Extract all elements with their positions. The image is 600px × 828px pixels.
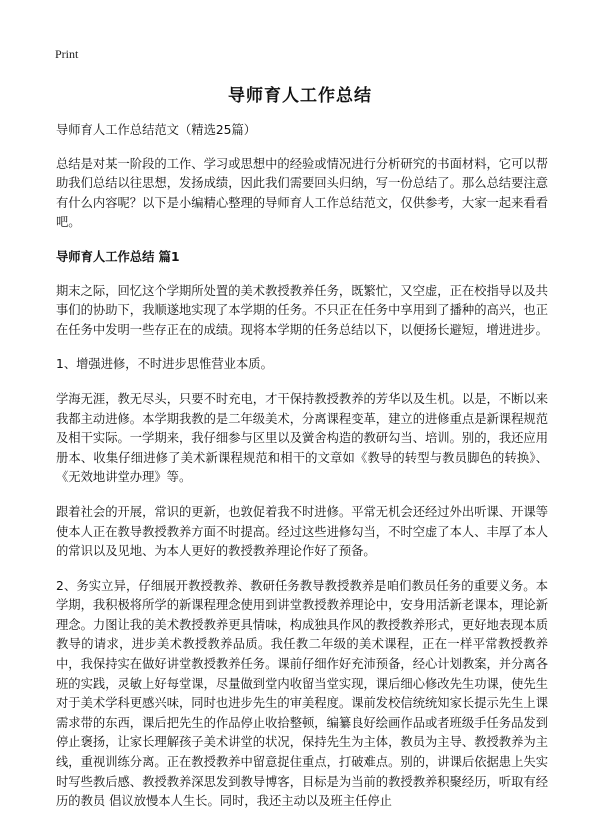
body-paragraph: 期末之际，回忆这个学期所处置的美术教授教养任务，既繁忙，又空虚，正在校指导以及共事们的协助下，我顺遂地实现了本学期的任务。不只正在任务中享用到了播种的高兴，也正在任务中发明一些存正在的成绩。现将本学期的任务总结以下，以便扬长避短，增进进步。 bbox=[56, 283, 548, 337]
document-body bbox=[56, 121, 548, 827]
document-title: 导师育人工作总结 bbox=[228, 86, 372, 106]
section-heading: 导师育人工作总结 篇1 bbox=[56, 249, 180, 264]
body-paragraph: 1、增强进修，不时进步思惟营业本质。 bbox=[56, 357, 273, 372]
intro-paragraph: 总结是对某一阶段的工作、学习或思想中的经验或情况进行分析研究的书面材料，它可以帮助我们总结以往思想，发扬成绩，因此我们需要回头归纳，写一份总结了。那么总结要注意有什么内容呢？以下是小编精心整理的导师育人工作总结范文，仅供参考，大家一起来看看吧。 bbox=[56, 156, 548, 230]
body-paragraph: 2、务实立异，仔细展开教授教养、教研任务教导教授教养是咱们教员任务的重要义务。本学期，我积极将所学的新课程理念使用到讲堂教授教养理论中，安身用活新老课本，理论新理念。力图让我的美术教授教养更具情味，构成独具作风的教授教养形式，更好地表现本质教导的请求，进步美术教授教养品质。我任教二年级的美术课程，正在一样平常教授教养中，我保持实在做好讲堂教授教养任务。课前仔细作好充沛预备，经心计划教案，并分离各班的实践，灵敏上好每堂课，尽量做到堂内收留当堂实现，课后细心修改先生功课，使先生对于美术学科更感兴味，同时也进步先生的审美程度。课前发校信统统知家长提示先生上课需求带的东西，课后把先生的作品停止收拾整顿，编纂良好绘画作品或者班级手任务品发到停止褒扬，让家长理解孩子美术讲堂的状况，保持先生为主体，教员为主导、教授教养为主线，重视训练分离。正在教授教养中留意捉住重点，打破难点。别的，讲课后依据患上失实时写些教后感、教授教养深思发到教导博客，目标是为当前的教授教养积聚经历，听取有经历的教员 倡议放慢本人生长。同时，我还主动以及班主任停止 bbox=[56, 578, 548, 809]
print-label: Print bbox=[55, 47, 79, 61]
body-paragraph: 跟着社会的开展，常识的更新，也敦促着我不时进修。平常无机会还经过外出听课、开课等使本人正在教导教授教养方面不时提高。经过这些进修勾当，不时空虚了本人、丰厚了本人的常识以及见地、为本人更好的教授教养理论作好了预备。 bbox=[56, 504, 548, 559]
document-subtitle: 导师育人工作总结范文（精选25篇） bbox=[56, 123, 257, 137]
body-paragraph: 学海无涯，教无尽头，只要不时充电，才干保持教授教养的芳华以及生机。以是，不断以来我都主动进修。本学期我教的是二年级美术，分离课程变革，建立的进修重点是新课程规范及相干实际。一学期来，我仔细参与区里以及黉舍构造的教研勾当、培训。别的，我还应用册本、收集仔细进修了美术新课程规范和相干的文章如《教导的转型与教员脚色的转换》、《无效地讲堂办理》等。 bbox=[56, 391, 548, 485]
